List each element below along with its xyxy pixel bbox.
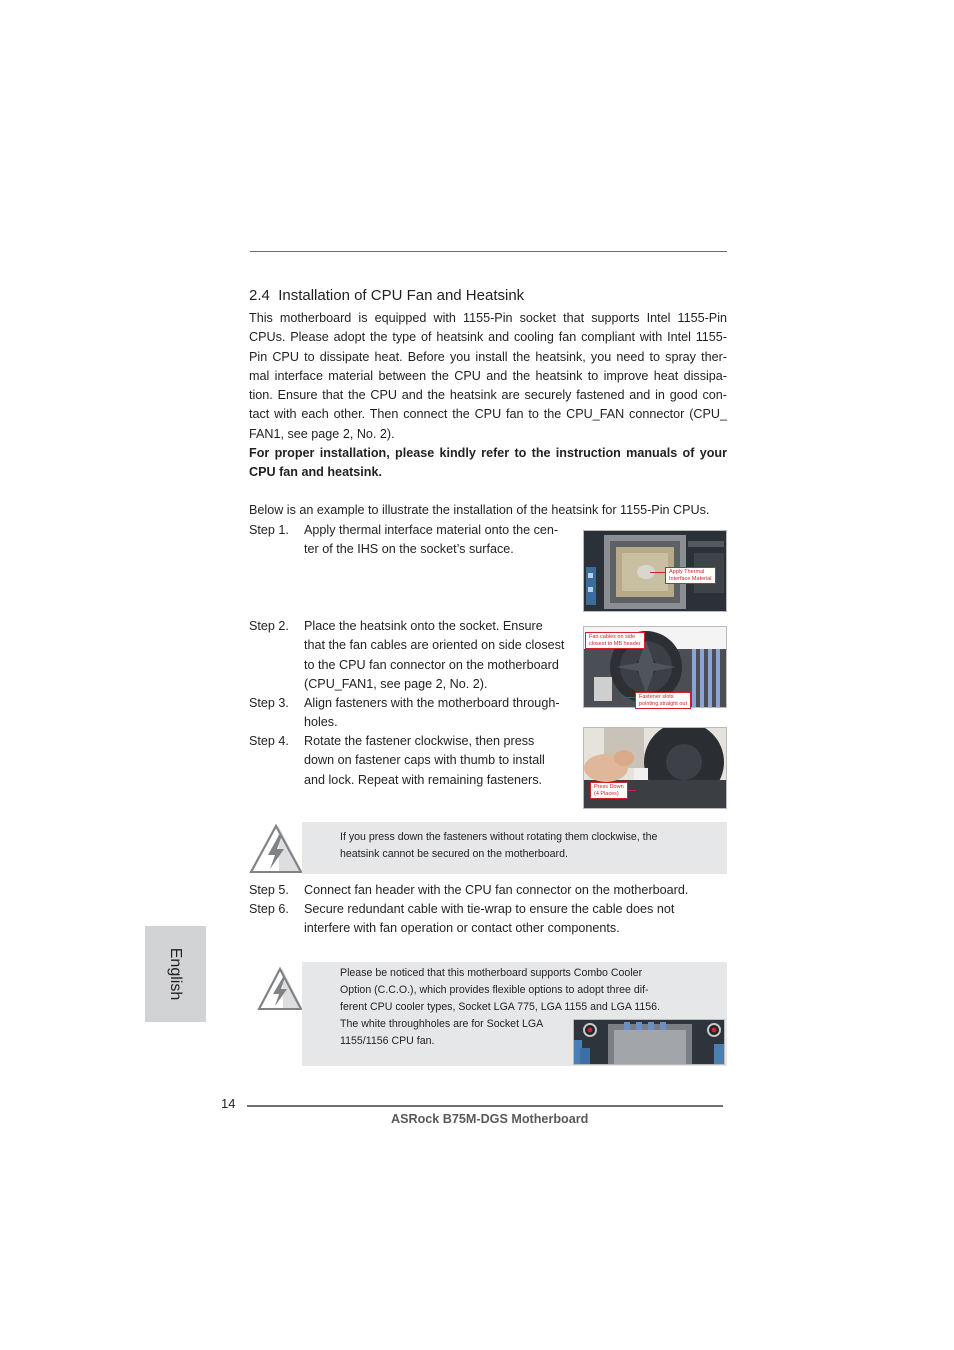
note-fastener-text (340, 829, 657, 863)
bold-line: CPU fan and heatsink. (249, 465, 382, 480)
step-line: down on fastener caps with thumb to install (304, 753, 545, 768)
intro-line: This motherboard is equipped with 1155-Pin socket that supports Intel 1155-Pin (249, 311, 727, 325)
intro-line: CPUs. Please adopt the type of heatsink and cooling fan compliant with Intel 1155- (249, 330, 727, 345)
step-6-label: Step 6. (249, 902, 289, 916)
intro-line: mal interface material between the CPU and the heatsink to improve heat dissipa- (249, 368, 727, 383)
step-line: to the CPU fan connector on the motherboard (304, 657, 559, 672)
step-line: and lock. Repeat with remaining fasteners. (304, 772, 543, 787)
step-3-label: Step 3. (249, 696, 289, 710)
press-down-callout (590, 782, 628, 799)
step-line: Rotate the fastener clockwise, then press (304, 734, 535, 748)
throughholes-illustration (574, 1020, 724, 1064)
callout-line: Fan cables on side (589, 634, 636, 640)
note-line: The white throughholes are for Socket LGA (340, 1018, 544, 1030)
language-side-tab-label (145, 926, 206, 1022)
callout-line: closest to MB header (589, 640, 641, 647)
warning-icon (248, 823, 304, 875)
step-line: holes. (304, 715, 338, 730)
intro-line: tion. Ensure that the CPU and the heatsink are securely fastened and in good con- (249, 388, 727, 403)
step-line: interfere with fan operation or contact other components. (304, 921, 620, 936)
throughholes-photo (573, 1019, 725, 1065)
intro-line: tact with each other. Then connect the CPU fan to the CPU_FAN connector (CPU_ (249, 407, 727, 422)
step-2-text (304, 617, 564, 694)
step-line: that the fan cables are oriented on side closest (304, 638, 565, 653)
section-number: 2.4 (249, 287, 270, 304)
note-line: If you press down the fasteners without rotating them clockwise, the (340, 831, 658, 843)
warning-icon (256, 966, 304, 1012)
bold-line: For proper installation, please kindly refer to the instruction manuals of your (249, 446, 727, 460)
footer-title: ASRock B75M-DGS Motherboard (391, 1112, 589, 1126)
intro-paragraph (249, 309, 727, 444)
step-line: ter of the IHS on the socket’s surface. (304, 542, 514, 557)
note-line: ferent CPU cooler types, Socket LGA 775, LGA 1155 and LGA 1156. (340, 1001, 660, 1013)
step-1-label: Step 1. (249, 523, 289, 537)
note-line: heatsink cannot be secured on the motherboard. (340, 848, 568, 860)
intro-line: FAN1, see page 2, No. 2). (249, 426, 395, 441)
callout-line: Press Down (594, 784, 624, 790)
callout-line: Interface Material (669, 575, 712, 582)
step-line: Secure redundant cable with tie-wrap to ensure the cable does not (304, 902, 675, 916)
note-line: Please be noticed that this motherboard supports Combo Cooler (340, 967, 643, 979)
footer-rule (247, 1105, 723, 1107)
example-intro: Below is an example to illustrate the installation of the heatsink for 1155-Pin CPUs. (249, 503, 710, 517)
step-4-text (304, 732, 545, 790)
step-line: Connect fan header with the CPU fan connector on the motherboard. (304, 883, 689, 897)
warning-triangle-icon (256, 966, 304, 1012)
callout-leader (650, 572, 666, 573)
intro-line: Pin CPU to dissipate heat. Before you install the heatsink, you need to spray ther- (249, 349, 727, 364)
step-2-label: Step 2. (249, 619, 289, 633)
note-line: 1155/1156 CPU fan. (340, 1035, 435, 1047)
step-5-text (304, 881, 688, 900)
callout-leader (622, 697, 636, 698)
section-title-text: Installation of CPU Fan and Heatsink (278, 287, 525, 304)
step-6-text (304, 900, 674, 939)
warning-triangle-icon (248, 823, 304, 875)
step-3-text (304, 694, 560, 733)
bold-notice (249, 444, 727, 483)
callout-line: Fastener slots (639, 694, 674, 700)
thermal-callout (665, 567, 716, 584)
language-label: English (167, 947, 185, 1001)
section-title (249, 287, 524, 304)
callout-line: (4 Places) (594, 790, 619, 797)
page-number: 14 (221, 1096, 236, 1111)
step-line: Place the heatsink onto the socket. Ensure (304, 619, 543, 633)
callout-line: pointing straight out (639, 700, 688, 707)
step-4-label: Step 4. (249, 734, 289, 748)
note-line: Option (C.C.O.), which provides flexible options to adopt three dif- (340, 984, 649, 996)
step-1-text (304, 521, 558, 560)
step-line: (CPU_FAN1, see page 2, No. 2). (304, 676, 488, 691)
step-line: Align fasteners with the motherboard through- (304, 696, 560, 710)
fastener-slots-callout (635, 692, 691, 709)
step-5-label: Step 5. (249, 883, 289, 897)
fan-cables-callout (585, 632, 645, 649)
callout-line: Apply Thermal (669, 569, 705, 575)
top-rule (250, 251, 727, 252)
step-line: Apply thermal interface material onto the cen- (304, 523, 559, 537)
